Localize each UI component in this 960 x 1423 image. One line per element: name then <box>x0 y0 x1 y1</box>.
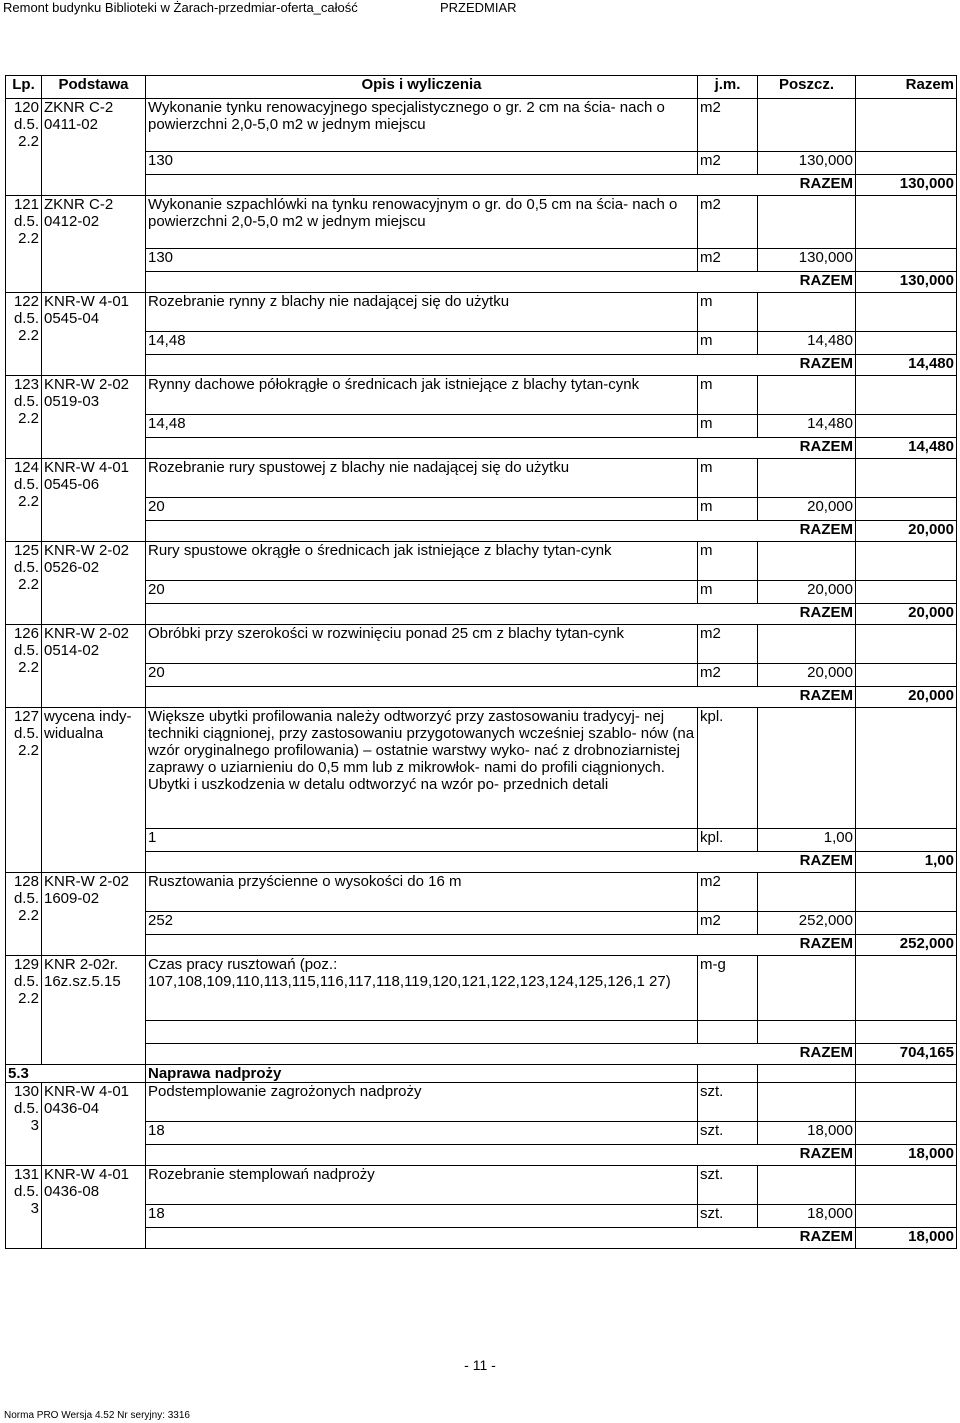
calc-expression: 18 <box>146 1122 698 1145</box>
item-poszcz-empty <box>758 708 856 829</box>
item-row <box>6 873 957 912</box>
section-empty-poszcz <box>758 1065 856 1083</box>
item-podstawa: KNR-W 4-01 0545-06 <box>42 459 146 542</box>
item-description: Większe ubytki profilowania należy odtworzyć przy zastosowaniu tradycyj- nej techniki ciągnionej, przy zastosowaniu przygotowanych wcześniej szablo- nów (na wzór oryginalnego profilowania) – ostatnie warstwy wyko- nać z drobnoziarnistej zaprawy o uziarnieniu do 0,5 mm lub z mikrowłok- nami do profili ciągnionych. Ubytki i uszkodzenia w detalu odtworzyć na wzór po- przednich detali <box>146 708 698 829</box>
calc-unit: m <box>698 498 758 521</box>
sum-label: RAZEM <box>146 355 856 376</box>
document-header <box>0 0 960 14</box>
item-unit: m <box>698 542 758 581</box>
sum-value: 20,000 <box>856 604 957 625</box>
sum-value: 20,000 <box>856 687 957 708</box>
item-unit: m <box>698 293 758 332</box>
sum-label: RAZEM <box>146 438 856 459</box>
sum-label: RAZEM <box>146 852 856 873</box>
item-row <box>6 376 957 415</box>
calc-expression: 20 <box>146 498 698 521</box>
calc-row <box>6 152 957 175</box>
item-poszcz-empty <box>758 196 856 249</box>
sum-value: 130,000 <box>856 175 957 196</box>
item-podstawa: wycena indy- widualna <box>42 708 146 873</box>
calc-value: 130,000 <box>758 249 856 272</box>
calc-unit: m2 <box>698 664 758 687</box>
item-unit: m <box>698 459 758 498</box>
section-row <box>6 1065 957 1083</box>
calc-row <box>6 1021 957 1044</box>
sum-label: RAZEM <box>146 935 856 956</box>
item-row <box>6 196 957 249</box>
calc-expression: 252 <box>146 912 698 935</box>
sum-value: 18,000 <box>856 1145 957 1166</box>
calc-razem-empty <box>856 912 957 935</box>
calc-value: 1,00 <box>758 829 856 852</box>
sum-value: 1,00 <box>856 852 957 873</box>
calc-expression: 1 <box>146 829 698 852</box>
calc-razem-empty <box>856 581 957 604</box>
item-unit: kpl. <box>698 708 758 829</box>
item-unit: m <box>698 376 758 415</box>
calc-row <box>6 1205 957 1228</box>
calc-value: 14,480 <box>758 415 856 438</box>
sum-value: 20,000 <box>856 521 957 542</box>
item-lp: 125 d.5. 2.2 <box>6 542 42 625</box>
sum-value: 130,000 <box>856 272 957 293</box>
calc-expression: 20 <box>146 664 698 687</box>
calc-razem-empty <box>856 829 957 852</box>
item-poszcz-empty <box>758 459 856 498</box>
item-razem-empty <box>856 873 957 912</box>
item-poszcz-empty <box>758 1166 856 1205</box>
item-lp: 121 d.5. 2.2 <box>6 196 42 293</box>
item-podstawa: KNR-W 4-01 0436-08 <box>42 1166 146 1249</box>
sum-row <box>6 935 957 956</box>
item-podstawa: KNR-W 2-02 0519-03 <box>42 376 146 459</box>
calc-value: 252,000 <box>758 912 856 935</box>
item-podstawa: KNR-W 2-02 1609-02 <box>42 873 146 956</box>
calc-row <box>6 1122 957 1145</box>
calc-razem-empty <box>856 1122 957 1145</box>
item-unit: szt. <box>698 1166 758 1205</box>
item-description: Czas pracy rusztowań (poz.: 107,108,109,110,113,115,116,117,118,119,120,121,122,123,124,125,126,1 27) <box>146 956 698 1021</box>
col-header-lp: Lp. <box>6 76 42 99</box>
col-header-jm: j.m. <box>698 76 758 99</box>
item-razem-empty <box>856 293 957 332</box>
sum-row <box>6 1044 957 1065</box>
calc-row <box>6 415 957 438</box>
cost-table <box>5 75 957 1249</box>
calc-unit: m2 <box>698 152 758 175</box>
item-razem-empty <box>856 459 957 498</box>
item-poszcz-empty <box>758 1083 856 1122</box>
item-unit: m-g <box>698 956 758 1021</box>
calc-expression: 18 <box>146 1205 698 1228</box>
item-lp: 123 d.5. 2.2 <box>6 376 42 459</box>
item-row <box>6 956 957 1021</box>
sum-label: RAZEM <box>146 1228 856 1249</box>
section-empty-razem <box>856 1065 957 1083</box>
calc-razem-empty <box>856 249 957 272</box>
sum-row <box>6 355 957 376</box>
calc-row <box>6 498 957 521</box>
calc-row <box>6 912 957 935</box>
item-podstawa: ZKNR C-2 0412-02 <box>42 196 146 293</box>
item-razem-empty <box>856 1166 957 1205</box>
item-poszcz-empty <box>758 99 856 152</box>
item-lp: 127 d.5. 2.2 <box>6 708 42 873</box>
col-header-poszcz: Poszcz. <box>758 76 856 99</box>
sum-value: 14,480 <box>856 438 957 459</box>
item-description: Rozebranie rury spustowej z blachy nie nadającej się do użytku <box>146 459 698 498</box>
sum-value: 18,000 <box>856 1228 957 1249</box>
item-description: Rozebranie stemplowań nadproży <box>146 1166 698 1205</box>
item-podstawa: ZKNR C-2 0411-02 <box>42 99 146 196</box>
item-razem-empty <box>856 956 957 1021</box>
sum-label: RAZEM <box>146 521 856 542</box>
calc-value: 18,000 <box>758 1205 856 1228</box>
sum-label: RAZEM <box>146 1044 856 1065</box>
sum-label: RAZEM <box>146 175 856 196</box>
calc-unit: kpl. <box>698 829 758 852</box>
item-razem-empty <box>856 99 957 152</box>
calc-razem-empty <box>856 1021 957 1044</box>
item-row <box>6 708 957 829</box>
item-unit: m2 <box>698 99 758 152</box>
calc-expression: 130 <box>146 152 698 175</box>
sum-row <box>6 438 957 459</box>
item-row <box>6 293 957 332</box>
calc-razem-empty <box>856 498 957 521</box>
table-header-row <box>6 76 957 99</box>
sum-label: RAZEM <box>146 604 856 625</box>
item-razem-empty <box>856 625 957 664</box>
sum-row <box>6 521 957 542</box>
item-lp: 124 d.5. 2.2 <box>6 459 42 542</box>
item-podstawa: KNR 2-02r. 16z.sz.5.15 <box>42 956 146 1065</box>
item-podstawa: KNR-W 2-02 0526-02 <box>42 542 146 625</box>
section-title: Naprawa nadproży <box>146 1065 698 1083</box>
sum-row <box>6 1228 957 1249</box>
calc-row <box>6 249 957 272</box>
item-razem-empty <box>856 1083 957 1122</box>
calc-unit: m2 <box>698 249 758 272</box>
item-poszcz-empty <box>758 956 856 1021</box>
item-podstawa: KNR-W 2-02 0514-02 <box>42 625 146 708</box>
calc-row <box>6 581 957 604</box>
item-row <box>6 542 957 581</box>
page-number: - 11 - <box>464 1357 496 1373</box>
calc-razem-empty <box>856 664 957 687</box>
calc-expression: 14,48 <box>146 332 698 355</box>
item-poszcz-empty <box>758 873 856 912</box>
item-poszcz-empty <box>758 293 856 332</box>
item-poszcz-empty <box>758 376 856 415</box>
sum-row <box>6 852 957 873</box>
item-lp: 130 d.5. 3 <box>6 1083 42 1166</box>
sum-label: RAZEM <box>146 1145 856 1166</box>
calc-unit: szt. <box>698 1122 758 1145</box>
section-empty-jm <box>698 1065 758 1083</box>
item-description: Rusztowania przyścienne o wysokości do 16 m <box>146 873 698 912</box>
item-description: Wykonanie szpachlówki na tynku renowacyjnym o gr. do 0,5 cm na ścia- nach o powierzchni 2,0-5,0 m2 w jednym miejscu <box>146 196 698 249</box>
item-razem-empty <box>856 196 957 249</box>
cost-table-container <box>5 75 956 1305</box>
item-description: Obróbki przy szerokości w rozwinięciu ponad 25 cm z blachy tytan-cynk <box>146 625 698 664</box>
item-description: Rury spustowe okrągłe o średnicach jak istniejące z blachy tytan-cynk <box>146 542 698 581</box>
calc-razem-empty <box>856 332 957 355</box>
item-unit: m2 <box>698 196 758 249</box>
item-description: Rozebranie rynny z blachy nie nadającej się do użytku <box>146 293 698 332</box>
item-unit: m2 <box>698 625 758 664</box>
calc-expression: 14,48 <box>146 415 698 438</box>
calc-unit: m <box>698 415 758 438</box>
item-row <box>6 1166 957 1205</box>
calc-value: 130,000 <box>758 152 856 175</box>
item-lp: 122 d.5. 2.2 <box>6 293 42 376</box>
sum-label: RAZEM <box>146 687 856 708</box>
col-header-podstawa: Podstawa <box>42 76 146 99</box>
item-podstawa: KNR-W 4-01 0545-04 <box>42 293 146 376</box>
calc-expression: 20 <box>146 581 698 604</box>
sum-label: RAZEM <box>146 272 856 293</box>
calc-row <box>6 829 957 852</box>
sum-row <box>6 604 957 625</box>
calc-razem-empty <box>856 1205 957 1228</box>
sum-row <box>6 1145 957 1166</box>
calc-row <box>6 664 957 687</box>
item-razem-empty <box>856 708 957 829</box>
calc-value: 14,480 <box>758 332 856 355</box>
calc-row <box>6 332 957 355</box>
software-version: Norma PRO Wersja 4.52 Nr seryjny: 3316 <box>4 1410 190 1421</box>
calc-razem-empty <box>856 415 957 438</box>
item-row <box>6 625 957 664</box>
sum-value: 704,165 <box>856 1044 957 1065</box>
calc-expression: 130 <box>146 249 698 272</box>
calc-razem-empty <box>856 152 957 175</box>
item-lp: 120 d.5. 2.2 <box>6 99 42 196</box>
calc-unit: m <box>698 332 758 355</box>
calc-value: 18,000 <box>758 1122 856 1145</box>
sum-value: 252,000 <box>856 935 957 956</box>
calc-unit: szt. <box>698 1205 758 1228</box>
item-description: Rynny dachowe półokrągłe o średnicach jak istniejące z blachy tytan-cynk <box>146 376 698 415</box>
col-header-razem: Razem <box>856 76 957 99</box>
item-lp: 131 d.5. 3 <box>6 1166 42 1249</box>
item-poszcz-empty <box>758 625 856 664</box>
item-description: Podstemplowanie zagrożonych nadproży <box>146 1083 698 1122</box>
calc-expression <box>146 1021 698 1044</box>
calc-value: 20,000 <box>758 498 856 521</box>
item-unit: m2 <box>698 873 758 912</box>
item-poszcz-empty <box>758 542 856 581</box>
document-type: PRZEDMIAR <box>440 0 517 15</box>
section-number: 5.3 <box>6 1065 146 1083</box>
col-header-opis: Opis i wyliczenia <box>146 76 698 99</box>
item-lp: 126 d.5. 2.2 <box>6 625 42 708</box>
calc-unit: m2 <box>698 912 758 935</box>
item-podstawa: KNR-W 4-01 0436-04 <box>42 1083 146 1166</box>
item-row <box>6 99 957 152</box>
calc-unit <box>698 1021 758 1044</box>
sum-row <box>6 175 957 196</box>
sum-row <box>6 272 957 293</box>
sum-row <box>6 687 957 708</box>
calc-value: 20,000 <box>758 581 856 604</box>
item-lp: 129 d.5. 2.2 <box>6 956 42 1065</box>
item-description: Wykonanie tynku renowacyjnego specjalistycznego o gr. 2 cm na ścia- nach o powierzchni 2,0-5,0 m2 w jednym miejscu <box>146 99 698 152</box>
sum-value: 14,480 <box>856 355 957 376</box>
item-row <box>6 459 957 498</box>
calc-unit: m <box>698 581 758 604</box>
document-title: Remont budynku Biblioteki w Żarach-przedmiar-oferta_całość <box>3 0 358 15</box>
item-razem-empty <box>856 376 957 415</box>
item-unit: szt. <box>698 1083 758 1122</box>
item-razem-empty <box>856 542 957 581</box>
item-lp: 128 d.5. 2.2 <box>6 873 42 956</box>
item-row <box>6 1083 957 1122</box>
calc-value <box>758 1021 856 1044</box>
calc-value: 20,000 <box>758 664 856 687</box>
